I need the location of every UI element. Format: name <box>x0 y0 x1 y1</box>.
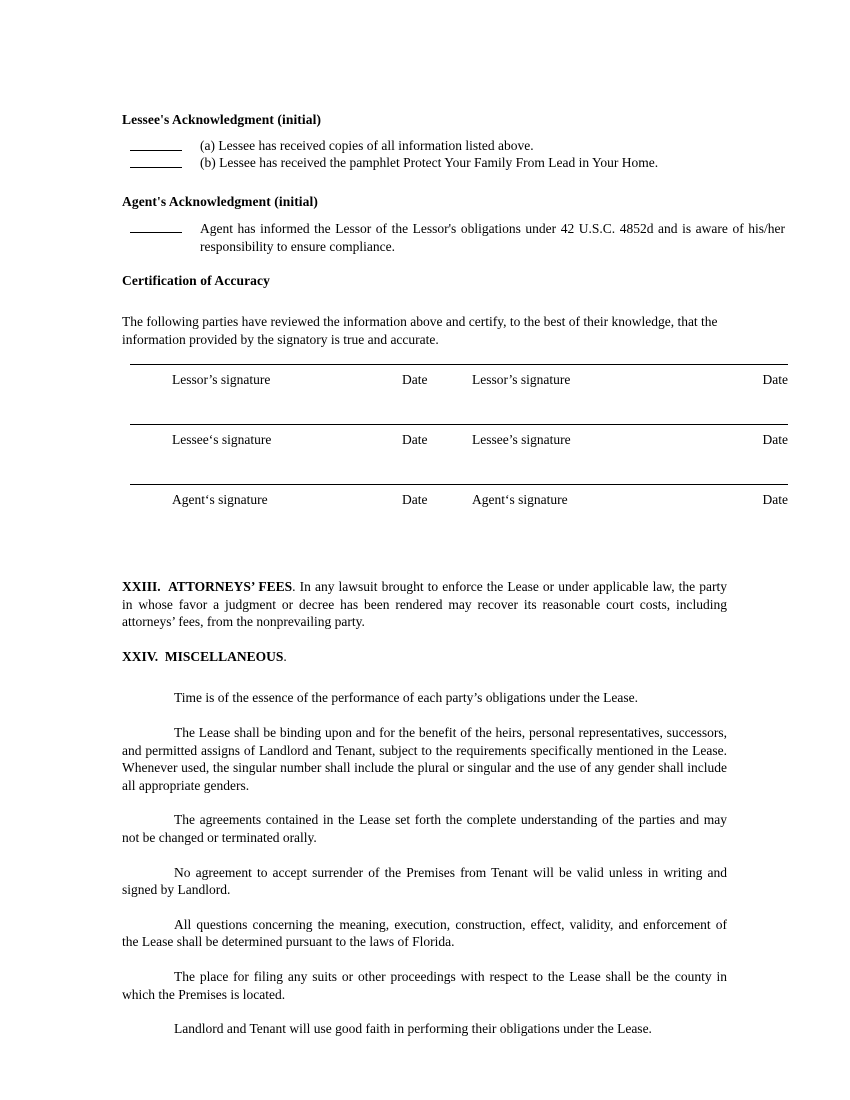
lessee-acknowledgment-list <box>122 138 788 171</box>
date-label-right: Date <box>762 432 788 447</box>
date-label-left: Date <box>402 372 428 387</box>
misc-paragraph-2: The Lease shall be binding upon and for the benefit of the heirs, personal representatives, successors, and permitted assigns of Landlord and Tenant, subject to the requirements specifically mentioned in the Lease. Whenever used, the singular number shall include the plural or singular and the use of any gender shall include all appropriate genders. <box>122 724 727 793</box>
misc-paragraph-6: The place for filing any suits or other proceedings with respect to the Lease shall be the county in which the Premises is located. <box>122 968 727 1002</box>
table-row <box>130 424 788 484</box>
table-row <box>130 364 788 424</box>
misc-paragraph-1: Time is of the essence of the performance of each party’s obligations under the Lease. <box>174 690 638 706</box>
initial-line-b[interactable] <box>130 155 182 168</box>
article-miscellaneous <box>122 648 727 666</box>
agent-signature-label-left: Agent‘s signature <box>172 492 268 507</box>
lessor-signature-label-right: Lessor’s signature <box>472 372 571 387</box>
date-label-right: Date <box>762 492 788 507</box>
date-label-left: Date <box>402 492 428 507</box>
signature-label-row <box>130 372 788 392</box>
signature-rule[interactable] <box>130 484 788 485</box>
article-attorneys-fees <box>122 578 727 631</box>
lessee-ack-item-b: (b) Lessee has received the pamphlet Protect Your Family From Lead in Your Home. <box>200 155 659 170</box>
date-label-right: Date <box>762 372 788 387</box>
signature-label-row <box>130 432 788 452</box>
signature-table <box>130 364 788 544</box>
agent-ack-text: Agent has informed the Lessor of the Lessor's obligations under 42 U.S.C. 4852d and is aware of his/her responsibility to ensure compliance. <box>200 221 785 254</box>
certification-paragraph: The following parties have reviewed the information above and certify, to the best of their knowledge, that the information provided by the signatory is true and accurate. <box>122 314 718 347</box>
agent-signature-label-right: Agent‘s signature <box>472 492 568 507</box>
article-body-xxiv: . <box>283 648 287 664</box>
lessee-signature-label-left: Lessee‘s signature <box>172 432 272 447</box>
signature-rule[interactable] <box>130 364 788 365</box>
lessee-acknowledgment-heading: Lessee's Acknowledgment (initial) <box>122 112 322 127</box>
signature-label-row <box>130 492 788 512</box>
misc-paragraph-7: Landlord and Tenant will use good faith in performing their obligations under the Lease. <box>174 1021 652 1037</box>
lessee-signature-label-right: Lessee’s signature <box>472 432 571 447</box>
signature-rule[interactable] <box>130 424 788 425</box>
article-title-xxiv: MISCELLANEOUS <box>164 648 284 664</box>
article-number-xxiv: XXIV. <box>122 648 159 664</box>
initial-line-agent[interactable] <box>130 220 182 233</box>
list-item <box>122 138 788 154</box>
lessor-signature-label-left: Lessor’s signature <box>172 372 271 387</box>
list-item <box>122 155 788 171</box>
date-label-left: Date <box>402 432 428 447</box>
misc-paragraph-3: The agreements contained in the Lease set forth the complete understanding of the parties and may not be changed or terminated orally. <box>122 812 727 845</box>
article-number-xxiii: XXIII. <box>122 579 161 594</box>
misc-paragraph-4: No agreement to accept surrender of the Premises from Tenant will be valid unless in writing and signed by Landlord. <box>122 864 727 898</box>
lessee-ack-item-a: (a) Lessee has received copies of all information listed above. <box>200 138 534 153</box>
article-title-xxiii: ATTORNEYS’ FEES <box>168 579 293 594</box>
certification-heading: Certification of Accuracy <box>122 273 270 288</box>
agent-acknowledgment-heading: Agent's Acknowledgment (initial) <box>122 194 318 209</box>
table-row <box>130 484 788 544</box>
initial-line-a[interactable] <box>130 138 182 151</box>
agent-acknowledgment-block <box>122 220 788 255</box>
misc-paragraph-5: All questions concerning the meaning, execution, construction, effect, validity, and enforcement of the Lease shall be determined pursuant to the laws of Florida. <box>122 916 727 950</box>
article-body-xxiii: . In any lawsuit brought to enforce the Lease or under applicable law, the party in whose favor a judgment or decree has been rendered may recover its reasonable court costs, including attorneys’ fees, from the nonprevailing party. <box>122 579 727 630</box>
